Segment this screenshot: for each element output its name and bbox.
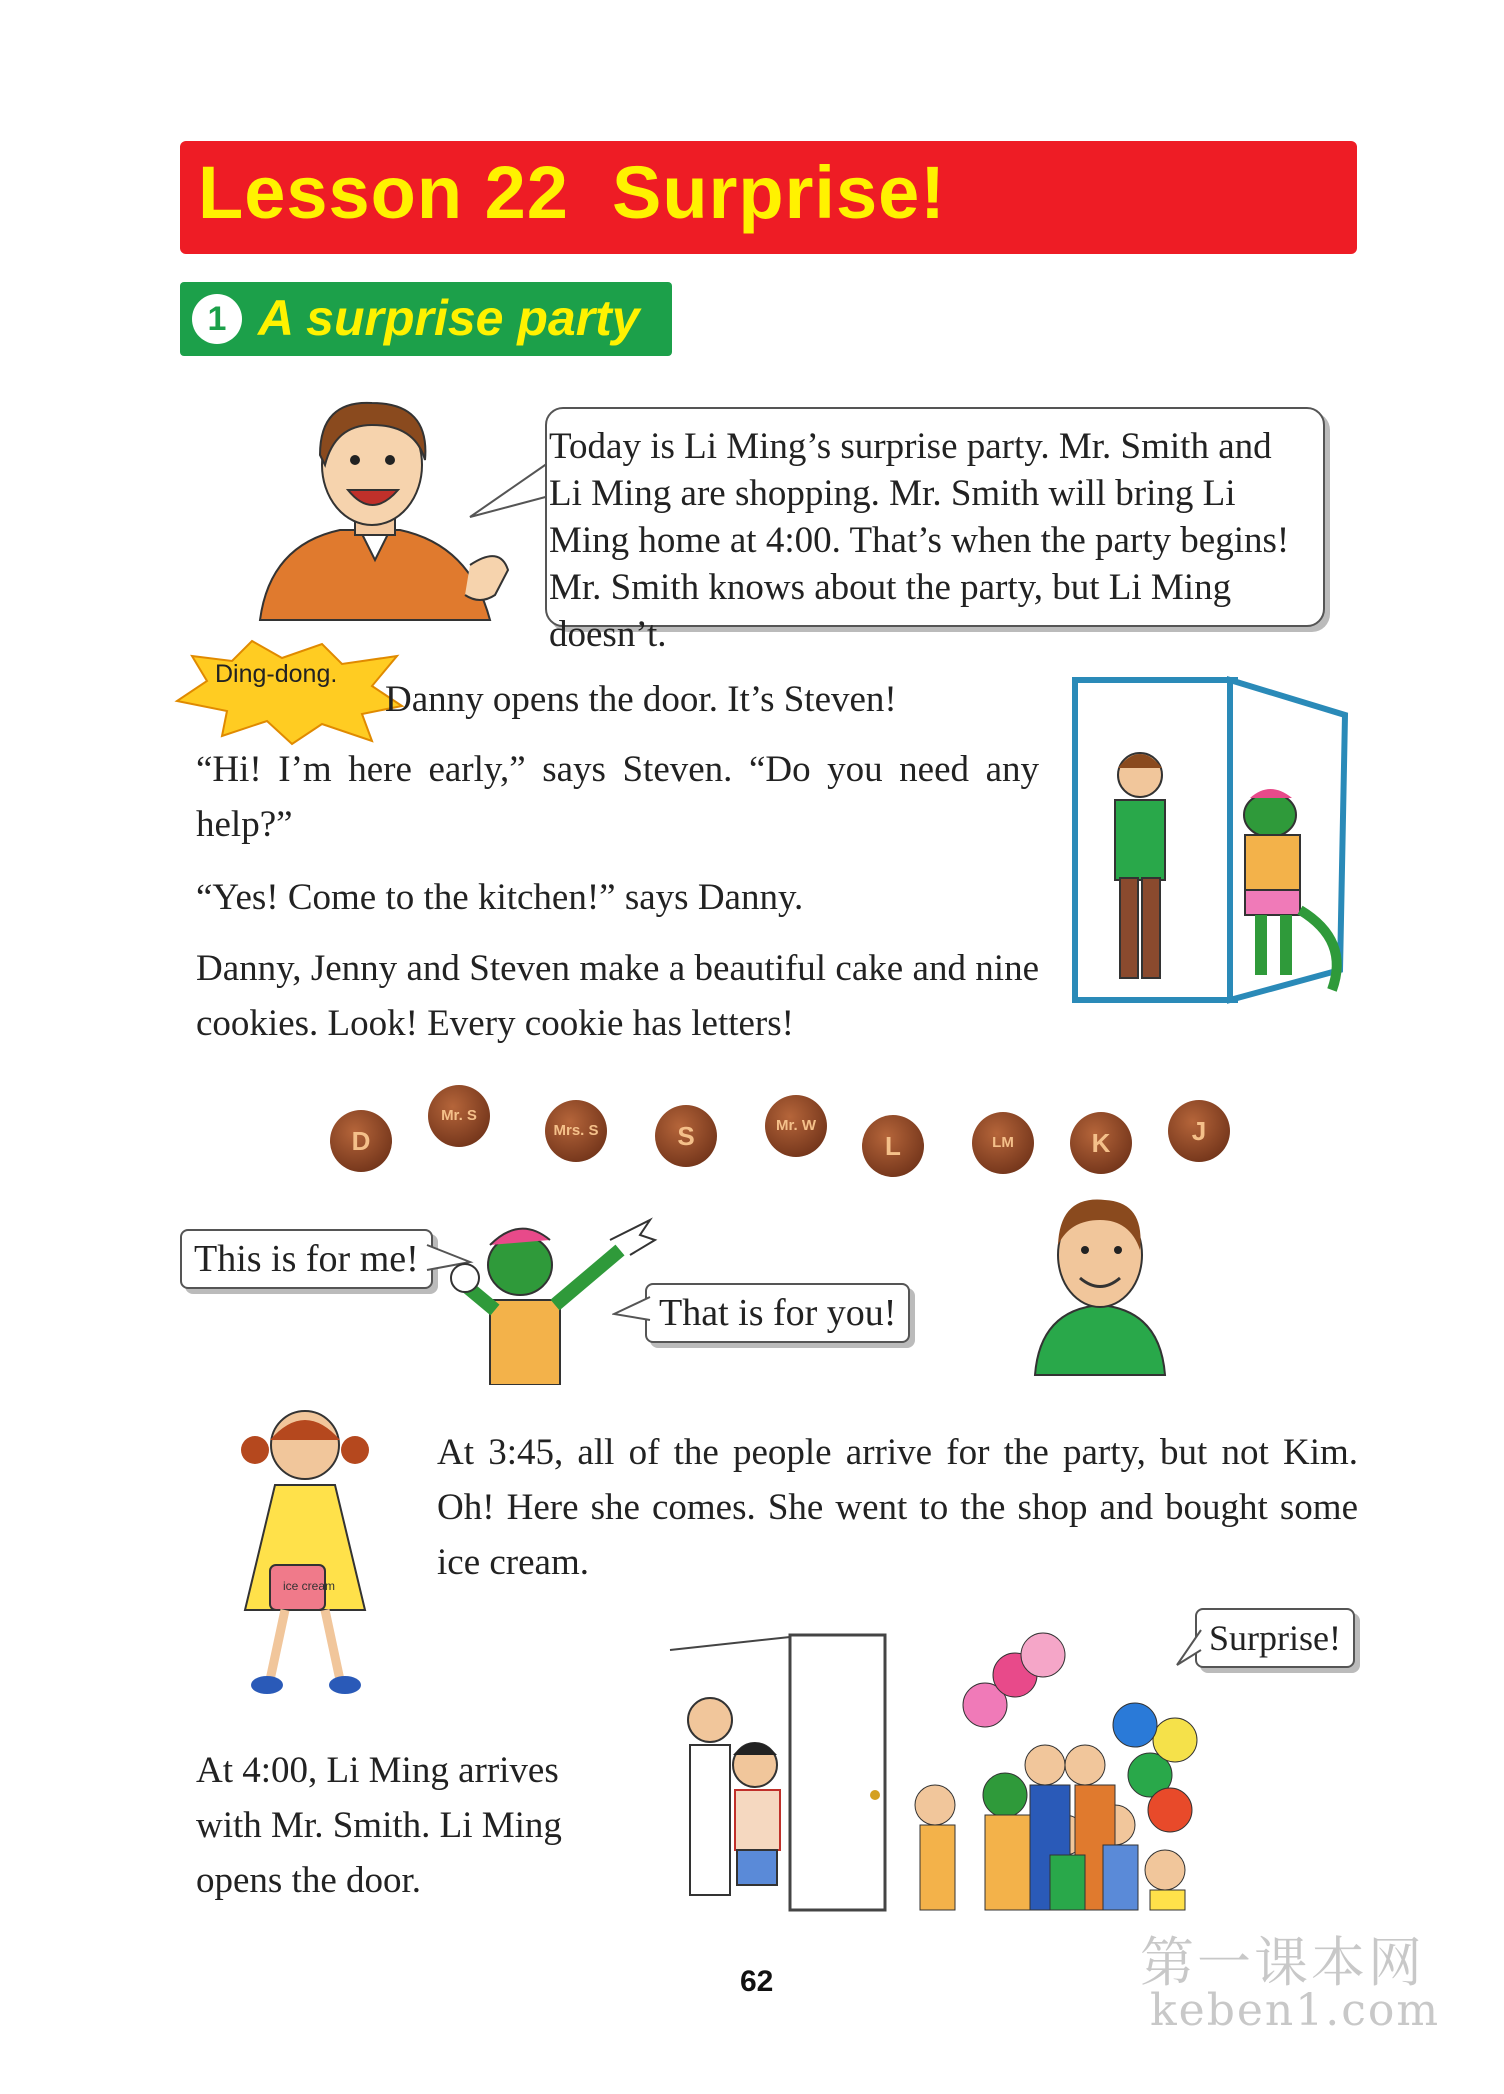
story-paragraph-1: Danny opens the door. It’s Steven! bbox=[385, 679, 897, 720]
bubble-tail bbox=[612, 1292, 652, 1332]
cookie: Mr. W bbox=[765, 1095, 827, 1157]
sound-effect: Ding-dong. bbox=[215, 660, 338, 688]
cookie: Mrs. S bbox=[545, 1100, 607, 1162]
story-paragraph-4: Danny, Jenny and Steven make a beautiful cake and nine cookies. Look! Every cookie has letters! bbox=[196, 948, 1039, 1044]
narrator-speech-bubble bbox=[545, 407, 1325, 655]
story-paragraph-3: “Yes! Come to the kitchen!” says Danny. bbox=[196, 877, 804, 918]
page-number: 62 bbox=[740, 1965, 774, 1998]
cookie: LM bbox=[972, 1112, 1034, 1174]
cookie: S bbox=[655, 1105, 717, 1167]
story-paragraph-5: At 3:45, all of the people arrive for the party, but not Kim. Oh! Here she comes. She went to the shop and bought some ice cream. bbox=[437, 1432, 1358, 1583]
ding-dong-burst bbox=[172, 636, 412, 746]
cookie: D bbox=[330, 1110, 392, 1172]
door-illustration bbox=[1070, 670, 1355, 1015]
steven-illustration bbox=[1030, 1190, 1170, 1380]
narrator-text: Today is Li Ming’s surprise party. Mr. Smith and Li Ming are shopping. Mr. Smith will bring Li Ming home at 4:00. That’s when the party begins! Mr. Smith knows about the party, but Li Ming doesn’t. bbox=[549, 426, 1290, 655]
section-title: A surprise party bbox=[258, 290, 640, 346]
lesson-title: Lesson 22 Surprise! bbox=[198, 151, 946, 234]
speech-bubble-for-you: That is for you! bbox=[645, 1283, 910, 1343]
watermark: keben1.com bbox=[1150, 1985, 1441, 2036]
story-paragraph-6: At 4:00, Li Ming arrives with Mr. Smith. Li Ming opens the door. bbox=[196, 1750, 562, 1901]
story-paragraph-2: “Hi! I’m here early,” says Steven. “Do you need any help?” bbox=[196, 749, 1039, 845]
party-illustration bbox=[665, 1615, 1225, 1915]
speech-bubble-surprise: Surprise! bbox=[1195, 1608, 1355, 1668]
cookie: L bbox=[862, 1115, 924, 1177]
section-number: 1 bbox=[192, 294, 242, 344]
kim-illustration bbox=[205, 1400, 405, 1700]
cookie: J bbox=[1168, 1100, 1230, 1162]
watermark: 第一课本网 bbox=[1140, 1931, 1425, 1994]
cookie: Mr. S bbox=[428, 1085, 490, 1147]
ice-cream-label: ice cream bbox=[283, 1579, 336, 1593]
speech-bubble-for-me: This is for me! bbox=[180, 1229, 433, 1289]
cookie: K bbox=[1070, 1112, 1132, 1174]
